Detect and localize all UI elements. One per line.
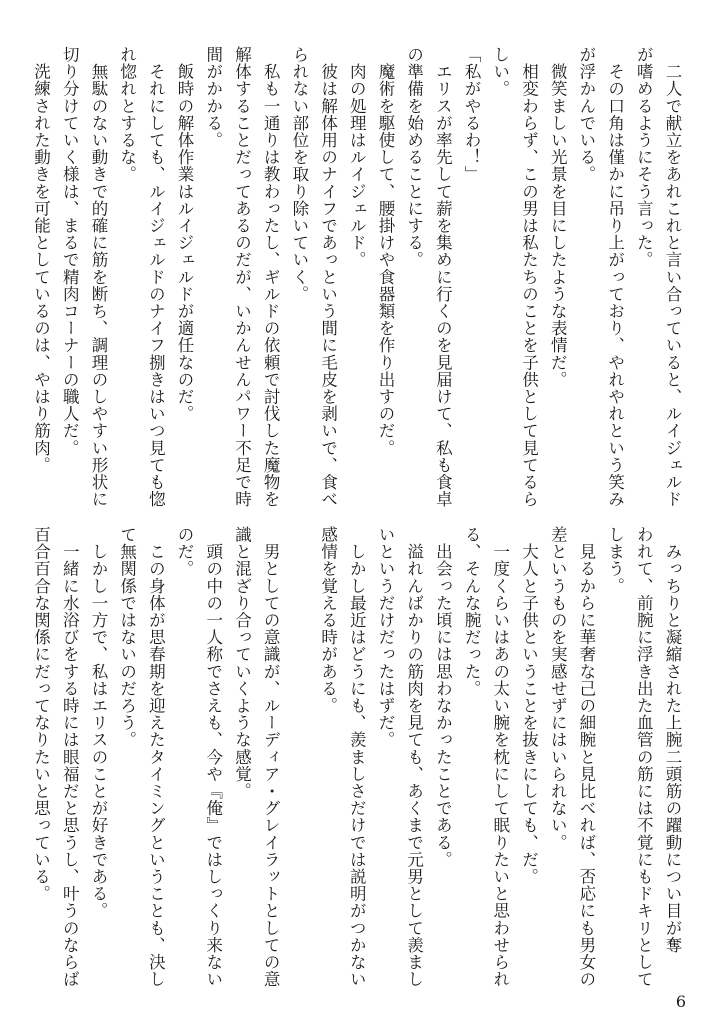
text-line: 百合百合な関係にだってなりたいと思っている。	[31, 526, 51, 903]
text-line: 相変わらず、この男は私たちのことを子供として見てるら	[519, 46, 539, 508]
text-line: 飯時の解体作業はルイジェルドが適任なのだ。	[175, 46, 195, 423]
page-number: 6	[675, 992, 686, 1011]
text-line: いというだけだったはずだ。	[375, 526, 395, 749]
text-line: しかし最近はどうにも、羨ましさだけでは説明がつかない	[347, 526, 367, 988]
text-line: 一度くらいはあの太い腕を枕にして眠りたいと思わせられ	[490, 526, 510, 988]
text-line: 溢れんばかりの筋肉を見ても、あくまで元男として羨まし	[404, 526, 424, 988]
text-line: しい。	[490, 46, 510, 98]
text-line: しまう。	[605, 526, 625, 595]
text-line: 切り分けていく様は、まるで精肉コーナーの職人だ。	[60, 46, 80, 457]
text-line: 肉の処理はルイジェルド。	[347, 46, 367, 269]
text-line: エリスが率先して薪を集めに行くのを見届けて、私も食卓	[433, 46, 453, 508]
text-line: 「私がやるわ！」	[462, 46, 482, 183]
text-line: て無関係ではないのだろう。	[117, 526, 137, 749]
text-line: の準備を始めることにする。	[404, 46, 424, 269]
text-line: 男としての意識が、ルーディア・グレイラットとしての意	[261, 526, 281, 988]
text-line	[284, 526, 313, 954]
text-line: 二人で献立をあれこれと言い合っていると、ルイジェルド	[663, 46, 682, 508]
text-line: 大人と子供ということを抜きにしても、だ。	[519, 526, 539, 886]
text-line: が浮かんでいる。	[576, 46, 596, 183]
text-line: その口角は僅かに吊り上がっており、やれやれという笑み	[605, 46, 625, 508]
text-line: 識と混ざり合っていくような感覚。	[232, 526, 252, 800]
text-line: れ惚れとするな。	[117, 46, 137, 183]
text-line: 私も一通りは教わったし、ギルドの依頼で討伐した魔物を	[261, 46, 281, 508]
text-line: 頭の中の一人称でさえも、今や『俺』ではしっくり来ない	[203, 526, 223, 988]
text-line: 洗練された動きを可能としているのは、やはり筋肉。	[31, 46, 51, 474]
text-line: 出会った頃には思わなかったことである。	[433, 526, 453, 868]
text-line: のだ。	[175, 526, 195, 578]
text-line: 一緒に水浴びをする時には眼福だと思うし、叶うのならば	[60, 526, 80, 988]
text-line: しかし一方で、私はエリスのことが好きである。	[88, 526, 108, 920]
text-line: 解体することだってあるのだが、いかんせんパワー不足で時	[232, 46, 252, 508]
text-line: る、そんな腕だった。	[462, 526, 482, 697]
text-line: 見るからに華奢な己の細腕と見比べれば、否応にも男女の	[576, 526, 596, 988]
text-line: 間がかかる。	[203, 46, 223, 149]
text-line: 微笑ましい光景を目にしたような表情だ。	[548, 46, 568, 388]
text-line: 彼は解体用のナイフであっという間に毛皮を剥いで、食べ	[318, 46, 338, 508]
text-line: 感情を覚える時がある。	[318, 526, 338, 715]
text-line: われて、前腕に浮き出た血管の筋には不覚にもドキリとして	[634, 526, 654, 988]
text-line: みっちりと凝縮された上腕二頭筋の躍動につい目が奪	[663, 526, 682, 954]
lower-text-block	[31, 526, 686, 988]
text-line: この身体が思春期を迎えたタイミングということも、決し	[146, 526, 166, 988]
text-line: 魔術を駆使して、腰掛けや食器類を作り出すのだ。	[375, 46, 395, 457]
text-line: 無駄のない動きで的確に筋を断ち、調理のしやすい形状に	[88, 46, 108, 508]
text-line: られない部位を取り除いていく。	[289, 46, 309, 303]
text-line: それにしても、ルイジェルドのナイフ捌きはいつ見ても惚	[146, 46, 166, 508]
text-line: が嗜めるようにそう言った。	[634, 46, 654, 269]
text-line: 差というものを実感せずにはいられない。	[548, 526, 568, 851]
upper-text-block	[31, 46, 686, 508]
